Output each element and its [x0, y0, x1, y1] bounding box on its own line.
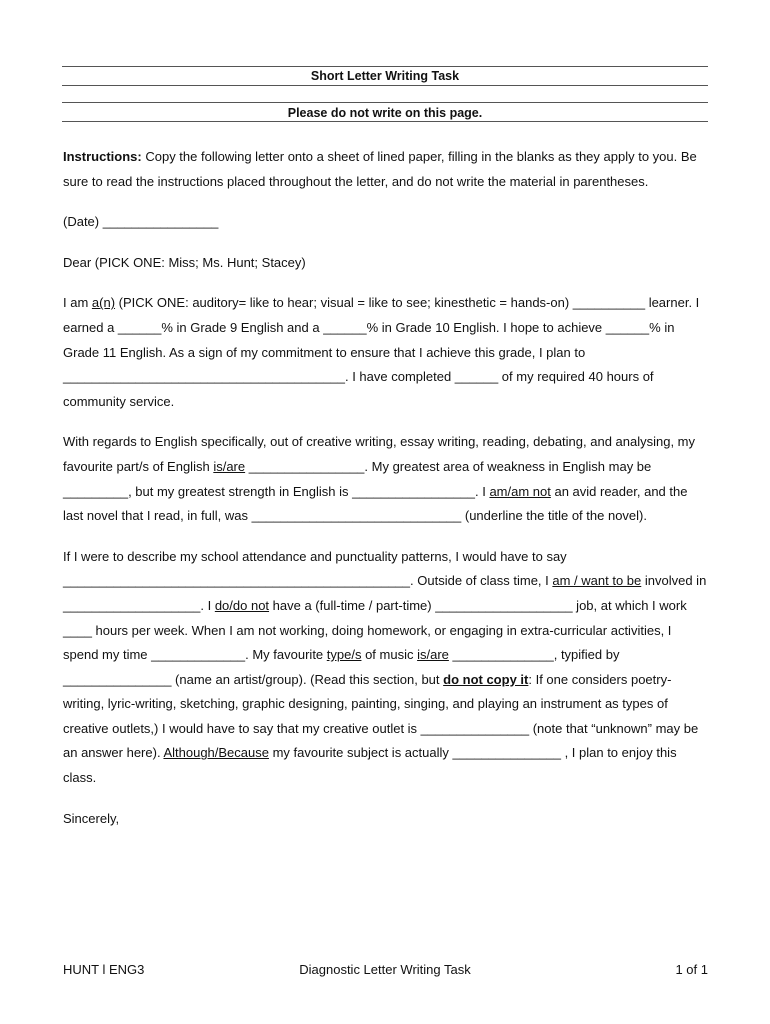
paragraph-english-preferences: [63, 430, 708, 528]
text-run: ________________. My greatest area of weakness in English may be _________, but my greatest strength in English is _________________. I: [63, 458, 652, 499]
letter-body: [63, 145, 708, 847]
underlined-choice: is/are: [417, 647, 449, 663]
text-run: ______________, typified by _______________ (name an artist/group). (Read this section, but: [63, 647, 620, 687]
header-rule-bottom: [62, 121, 708, 122]
underlined-choice: Although/Because: [163, 745, 269, 761]
text-run: my favourite subject is actually _______________ , I plan to enjoy this class.: [63, 745, 677, 786]
text-run: have a (full-time / part-time) ___________________ job, at which I work ____ hours per week. When I am not working, doing homework, or engaging in extra-curricular activities, I spend my time _____________. My favourite: [63, 597, 687, 663]
footer-page-number: 1 of 1: [675, 962, 708, 977]
instructions-label: Instructions:: [63, 149, 142, 164]
underlined-choice: am/am not: [489, 483, 551, 499]
text-run: : If one considers poetry-writing, lyric-writing, sketching, graphic designing, painting, singing, and playing an instrument as types of creative outlets,) I would have to say that my creative outlet is _______________ (note that “unknown” may be an answer here).: [63, 671, 699, 761]
text-run: an avid reader, and the last novel that I read, in full, was _____________________________ (underline the title of the novel).: [63, 483, 688, 524]
closing: Sincerely,: [63, 810, 120, 826]
footer-left: HUNT l ENG3: [63, 962, 145, 977]
paragraph-attendance-interests: [63, 545, 708, 791]
underlined-choice: am / want to be: [552, 573, 642, 589]
text-run: If I were to describe my school attendance and punctuality patterns, I would have to say ________________________________________________. Outside of class time, I: [63, 548, 567, 589]
text-run: I am: [63, 295, 92, 311]
underlined-choice: a(n): [91, 295, 116, 311]
document-title: Short Letter Writing Task: [310, 69, 460, 83]
bold-underlined-warning: do not copy it: [443, 671, 529, 687]
text-run: (PICK ONE: auditory= like to hear; visual = like to see; kinesthetic = hands-on) __________ learner. I earned a ______% in Grade 9 English and a ______% in Grade 10 English. I hope to achieve ______% in Grade 11 English. As a sign of my commitment to ensure that I achieve this grade, I plan to _______________________________________. I have completed ______ of my required 40 hours of community service.: [63, 295, 700, 409]
text-run: of music: [361, 647, 418, 663]
header-rule-middle: [62, 85, 708, 86]
footer-center: Diagnostic Letter Writing Task: [299, 962, 471, 977]
date-line: (Date) ________________: [63, 214, 219, 230]
header-rule-top: [62, 66, 708, 67]
underlined-choice: is/are: [213, 458, 246, 474]
text-run: With regards to English specifically, out of creative writing, essay writing, reading, debating, and analysing, my favourite part/s of English: [63, 434, 696, 474]
paragraph-learning-style: [63, 291, 708, 414]
header-rule-notice-top: [62, 102, 708, 103]
text-run: involved in ___________________. I: [63, 573, 707, 613]
underlined-choice: do/do not: [214, 597, 270, 613]
instructions-paragraph: [63, 145, 708, 194]
notice-text: Please do not write on this page.: [287, 106, 483, 120]
salutation: Dear (PICK ONE: Miss; Ms. Hunt; Stacey): [63, 254, 306, 270]
underlined-choice: type/s: [326, 647, 362, 663]
instructions-text: Copy the following letter onto a sheet of lined paper, filling in the blanks as they apply to you. Be sure to read the instructions placed throughout the letter, and do not write the material in parentheses.: [63, 149, 697, 189]
